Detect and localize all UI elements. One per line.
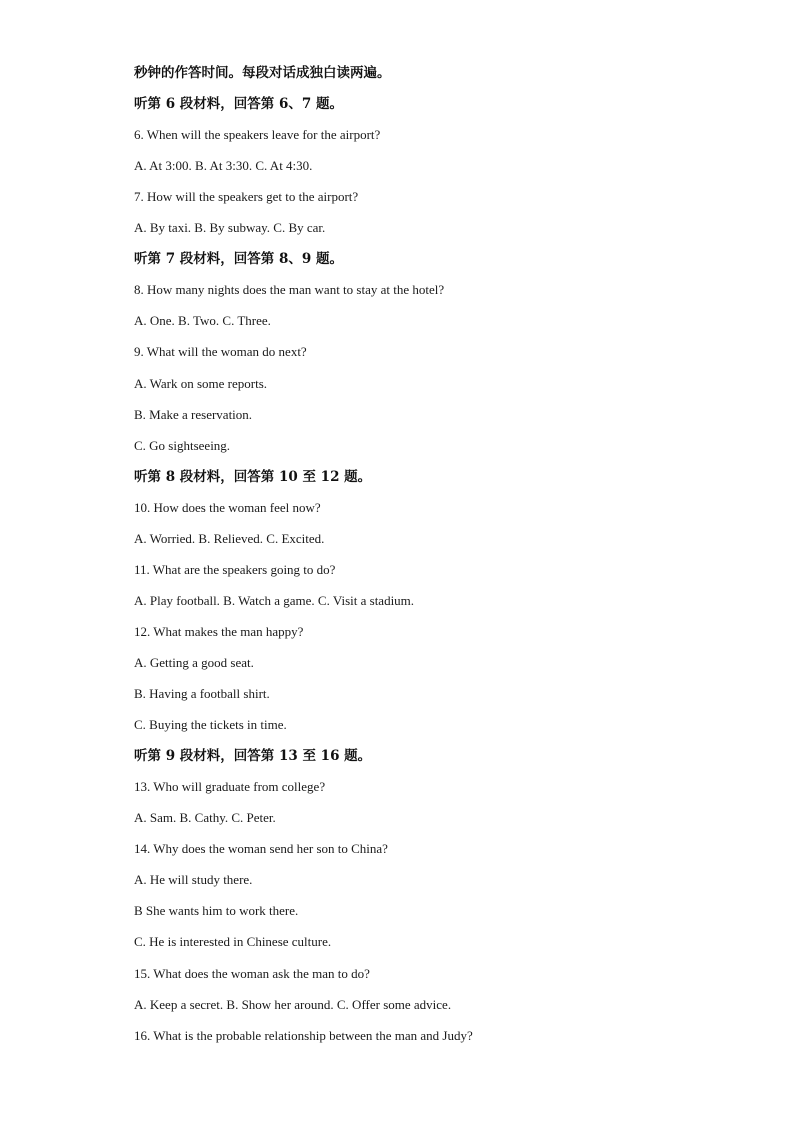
- question-text: A. Wark on some reports.: [134, 375, 268, 391]
- question-text: A. Keep a secret. B. Show her around. C. Offer some advice.: [134, 996, 452, 1012]
- section-heading: 听第 8 段材料，回答第 10 至 12 题。: [134, 468, 372, 485]
- section-heading: 听第 9 段材料，回答第 13 至 16 题。: [134, 748, 372, 765]
- question-text: C. Go sightseeing.: [134, 437, 231, 453]
- question-text: A. Sam. B. Cathy. C. Peter.: [134, 810, 276, 826]
- question-text: 15. What does the woman ask the man to do?: [134, 965, 370, 981]
- question-text: B. Having a football shirt.: [134, 686, 270, 701]
- question-text: 16. What is the probable relationship between the man and Judy?: [134, 1027, 473, 1043]
- section-heading: 秒钟的作答时间。每段对话成独白读两遍。: [134, 65, 391, 81]
- question-text: A. He will study there.: [134, 872, 253, 888]
- question-text: 14. Why does the woman send her son to China?: [134, 841, 388, 857]
- section-heading: 听第 7 段材料，回答第 8、9 题。: [134, 251, 343, 268]
- question-text: 7. How will the speakers get to the airport?: [134, 189, 359, 205]
- question-text: 8. How many nights does the man want to stay at the hotel?: [134, 282, 445, 298]
- question-text: 12. What makes the man happy?: [134, 623, 304, 639]
- question-text: A. One. B. Two. C. Three.: [134, 313, 271, 329]
- question-text: B. Make a reservation.: [134, 406, 253, 422]
- question-text: B She wants him to work there.: [134, 903, 299, 919]
- question-text: 13. Who will graduate from college?: [134, 779, 326, 795]
- question-text: A. Play football. B. Watch a game. C. Visit a stadium.: [134, 592, 415, 608]
- question-text: A. At 3:00. B. At 3:30. C. At 4:30.: [134, 158, 313, 174]
- question-text: A. Worried. B. Relieved. C. Excited.: [134, 530, 325, 546]
- question-text: 6. When will the speakers leave for the airport?: [134, 127, 381, 143]
- question-text: C. He is interested in Chinese culture.: [134, 934, 332, 950]
- question-text: C. Buying the tickets in time.: [134, 717, 287, 733]
- question-text: A. By taxi. B. By subway. C. By car.: [134, 220, 326, 236]
- question-text: 9. What will the woman do next?: [134, 344, 307, 360]
- question-text: 10. How does the woman feel now?: [134, 499, 321, 515]
- question-text: 11. What are the speakers going to do?: [134, 561, 336, 577]
- question-text: A. Getting a good seat.: [134, 655, 254, 670]
- section-heading: 听第 6 段材料，回答第 6、7 题。: [134, 96, 343, 112]
